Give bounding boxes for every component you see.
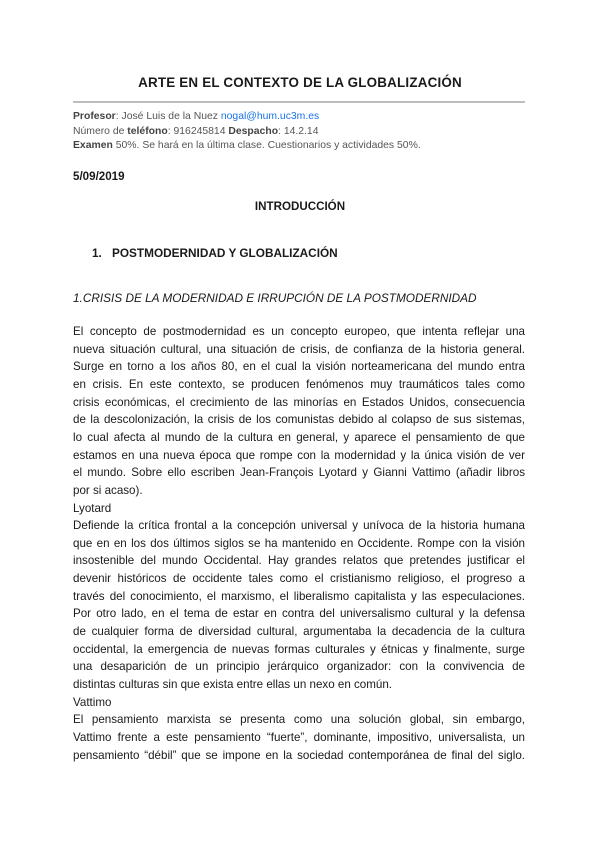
examen-line <box>73 140 533 151</box>
profesor-label: Profesor <box>73 111 116 122</box>
body-line: insostenible del mundo Occidental. Hay grandes relatos que pretendes justificar el <box>73 554 525 568</box>
body-line: pensamiento “débil” que se impone en la sociedad contemporánea de final del siglo. <box>73 748 525 762</box>
body-line: occidental, la emergencia de nuevas formas culturales y étnicas y finalmente, surge <box>73 642 525 656</box>
telefono-value: : 916245814 <box>167 126 229 137</box>
body-line: una desaparición de un principio jerárquico organizador: con la convivencia de <box>73 660 525 674</box>
body-line: Vattimo <box>73 695 112 709</box>
section-heading <box>92 246 338 260</box>
body-line: Defiende la crítica frontal a la concepción universal y unívoca de la historia humana <box>73 519 525 533</box>
body-line: crisis económicas, el crecimiento de las minorías en Estados Unidos, consecuencia <box>73 395 525 409</box>
body-line: en crisis. En este contexto, se producen fenómenos muy traumáticos tales como <box>73 377 525 391</box>
body-line: lo cual afecta al mundo de la cultura en general, y aparece el pensamiento de que <box>73 430 525 444</box>
body-line: Surge en torno a los años 80, en el cual la visión norteamericana del mundo entra <box>73 360 525 374</box>
body-line: el mundo. Sobre ello escriben Jean-François Lyotard y Gianni Vattimo (añadir libros <box>73 466 525 480</box>
section-title: POSTMODERNIDAD Y GLOBALIZACIÓN <box>112 246 338 260</box>
profesor-name: : José Luis de la Nuez <box>115 111 221 122</box>
class-date: 5/09/2019 <box>73 170 125 183</box>
examen-value: 50%. Se hará en la última clase. Cuestionarios y actividades 50%. <box>112 140 421 151</box>
telefono-prefix: Número de <box>73 126 128 137</box>
body-line: Vattimo frente a este pensamiento “fuerte”, dominante, impositivo, universalista, un <box>73 730 525 744</box>
intro-heading: INTRODUCCIÓN <box>254 200 346 213</box>
body-line: nueva situación cultural, una situación de crisis, de confianza de la historia general. <box>73 342 525 356</box>
document-title: ARTE EN EL CONTEXTO DE LA GLOBALIZACIÓN <box>138 75 462 90</box>
body-line: estamos en una nueva época que rompe con la modernidad y la única visión de ver <box>73 448 525 462</box>
telefono-label: teléfono <box>127 126 168 137</box>
section-number: 1. <box>92 246 102 260</box>
body-line: de la descolonización, la crisis de los comunistas debido al colapso de sus sistemas, <box>73 413 525 427</box>
body-line: distintas culturas sin que exista entre ellas un nexo en común. <box>73 678 393 691</box>
telefono-line <box>73 126 533 137</box>
examen-label: Examen <box>73 140 113 151</box>
body-line: devenir históricos de occidente tales como el cristianismo religioso, el progreso a <box>73 572 525 586</box>
body-line: través del conocimiento, el marxismo, el liberalismo capitalista y las especulaciones. <box>73 589 525 603</box>
despacho-label: Despacho <box>228 126 279 137</box>
body-line: de cualquier forma de diversidad cultural, argumentaba la decadencia de la cultura <box>73 625 525 639</box>
profesor-line <box>73 111 533 122</box>
subsection-heading: 1.CRISIS DE LA MODERNIDAD E IRRUPCIÓN DE LA POSTMODERNIDAD <box>73 291 477 305</box>
body-line: que en en los dos últimos siglos se ha mantenido en Occidente. Rompe con la visión <box>73 536 525 550</box>
body-line: El concepto de postmodernidad es un concepto europeo, que intenta reflejar una <box>73 325 525 338</box>
email-link[interactable]: nogal@hum.uc3m.es <box>220 111 320 122</box>
title-divider <box>73 101 525 103</box>
body-line: Por otro lado, en el tema de estar en contra del universalismo cultural y la defensa <box>73 607 525 621</box>
body-line: Lyotard <box>73 501 112 515</box>
body-line: por si acaso). <box>73 483 143 497</box>
despacho-value: : 14.2.14 <box>278 126 319 137</box>
body-line: El pensamiento marxista se presenta como una solución global, sin embargo, <box>73 713 525 727</box>
